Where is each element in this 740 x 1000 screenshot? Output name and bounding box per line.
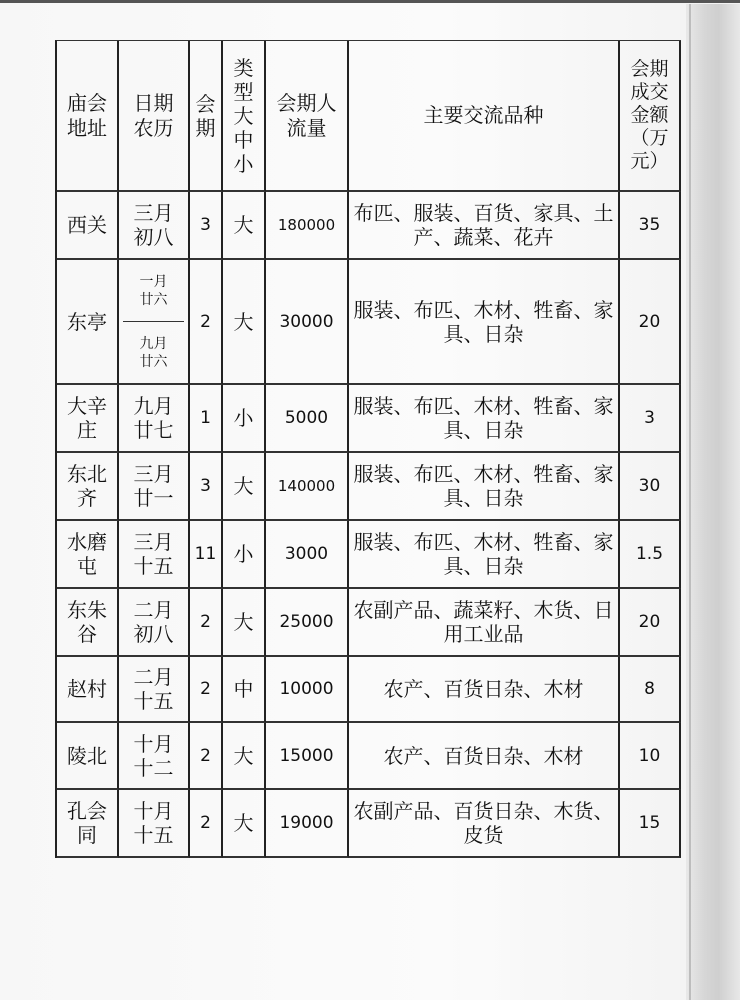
cell-type: 大 xyxy=(223,723,266,790)
table-row xyxy=(57,790,681,858)
cell-type: 中 xyxy=(223,657,266,723)
cell-turnover: 35 xyxy=(620,192,681,260)
cell-type: 大 xyxy=(223,589,266,657)
cell-type: 大 xyxy=(223,260,266,385)
cell-duration: 2 xyxy=(190,723,223,790)
cell-visitors: 180000 xyxy=(266,192,349,260)
cell-goods: 农产、百货日杂、木材 xyxy=(349,657,620,723)
table-row xyxy=(57,723,681,790)
header-visitors: 会期人流量 xyxy=(266,41,349,192)
table-row xyxy=(57,260,681,385)
cell-goods: 服装、布匹、木材、牲畜、家具、日杂 xyxy=(349,260,620,385)
cell-date: 九月廿七 xyxy=(119,385,190,453)
cell-duration: 2 xyxy=(190,790,223,858)
header-type: 类型大中小 xyxy=(223,41,266,192)
cell-location: 东朱谷 xyxy=(57,589,119,657)
header-goods: 主要交流品种 xyxy=(349,41,620,192)
cell-duration: 3 xyxy=(190,192,223,260)
cell-date: 二月初八 xyxy=(119,589,190,657)
cell-location: 大辛庄 xyxy=(57,385,119,453)
cell-location: 赵村 xyxy=(57,657,119,723)
cell-turnover: 3 xyxy=(620,385,681,453)
cell-location: 东亭 xyxy=(57,260,119,385)
table-row xyxy=(57,453,681,521)
cell-goods: 服装、布匹、木材、牲畜、家具、日杂 xyxy=(349,521,620,589)
cell-visitors: 15000 xyxy=(266,723,349,790)
cell-duration: 2 xyxy=(190,260,223,385)
cell-duration: 2 xyxy=(190,657,223,723)
cell-date-first: 一月廿六 xyxy=(123,260,184,322)
header-turnover: 会期成交金额（万元） xyxy=(620,41,681,192)
table-row xyxy=(57,589,681,657)
cell-date: 二月十五 xyxy=(119,657,190,723)
cell-location: 孔会同 xyxy=(57,790,119,858)
table-row xyxy=(57,192,681,260)
cell-turnover: 8 xyxy=(620,657,681,723)
cell-type: 大 xyxy=(223,453,266,521)
cell-date: 三月十五 xyxy=(119,521,190,589)
cell-date-second: 九月廿六 xyxy=(139,335,168,370)
cell-date-split xyxy=(119,260,190,385)
cell-location: 西关 xyxy=(57,192,119,260)
cell-visitors: 25000 xyxy=(266,589,349,657)
cell-turnover: 20 xyxy=(620,260,681,385)
temple-fair-table xyxy=(55,40,681,858)
cell-goods: 服装、布匹、木材、牲畜、家具、日杂 xyxy=(349,385,620,453)
cell-duration: 3 xyxy=(190,453,223,521)
cell-turnover: 1.5 xyxy=(620,521,681,589)
cell-type: 大 xyxy=(223,192,266,260)
cell-type: 小 xyxy=(223,521,266,589)
cell-goods: 农副产品、百货日杂、木货、皮货 xyxy=(349,790,620,858)
cell-duration: 1 xyxy=(190,385,223,453)
cell-type: 大 xyxy=(223,790,266,858)
cell-type: 小 xyxy=(223,385,266,453)
cell-visitors: 5000 xyxy=(266,385,349,453)
cell-turnover: 10 xyxy=(620,723,681,790)
cell-date: 三月廿一 xyxy=(119,453,190,521)
cell-visitors: 140000 xyxy=(266,453,349,521)
header-location: 庙会地址 xyxy=(57,41,119,192)
cell-location: 水磨屯 xyxy=(57,521,119,589)
header-row xyxy=(57,41,681,192)
cell-duration: 2 xyxy=(190,589,223,657)
cell-turnover: 20 xyxy=(620,589,681,657)
cell-date: 十月十五 xyxy=(119,790,190,858)
cell-goods: 服装、布匹、木材、牲畜、家具、日杂 xyxy=(349,453,620,521)
page-edge-shadow xyxy=(686,4,740,1000)
cell-goods: 农产、百货日杂、木材 xyxy=(349,723,620,790)
header-duration: 会期 xyxy=(190,41,223,192)
cell-duration: 11 xyxy=(190,521,223,589)
cell-visitors: 3000 xyxy=(266,521,349,589)
cell-turnover: 15 xyxy=(620,790,681,858)
cell-goods: 布匹、服装、百货、家具、土产、蔬菜、花卉 xyxy=(349,192,620,260)
cell-turnover: 30 xyxy=(620,453,681,521)
top-border-line xyxy=(0,0,740,3)
cell-date: 三月初八 xyxy=(119,192,190,260)
cell-visitors: 30000 xyxy=(266,260,349,385)
cell-visitors: 10000 xyxy=(266,657,349,723)
cell-location: 陵北 xyxy=(57,723,119,790)
table-row xyxy=(57,657,681,723)
cell-goods: 农副产品、蔬菜籽、木货、日用工业品 xyxy=(349,589,620,657)
cell-visitors: 19000 xyxy=(266,790,349,858)
header-date: 日期农历 xyxy=(119,41,190,192)
table-row xyxy=(57,521,681,589)
cell-location: 东北齐 xyxy=(57,453,119,521)
page-edge-line xyxy=(689,4,691,1000)
cell-date: 十月十二 xyxy=(119,723,190,790)
table-row xyxy=(57,385,681,453)
